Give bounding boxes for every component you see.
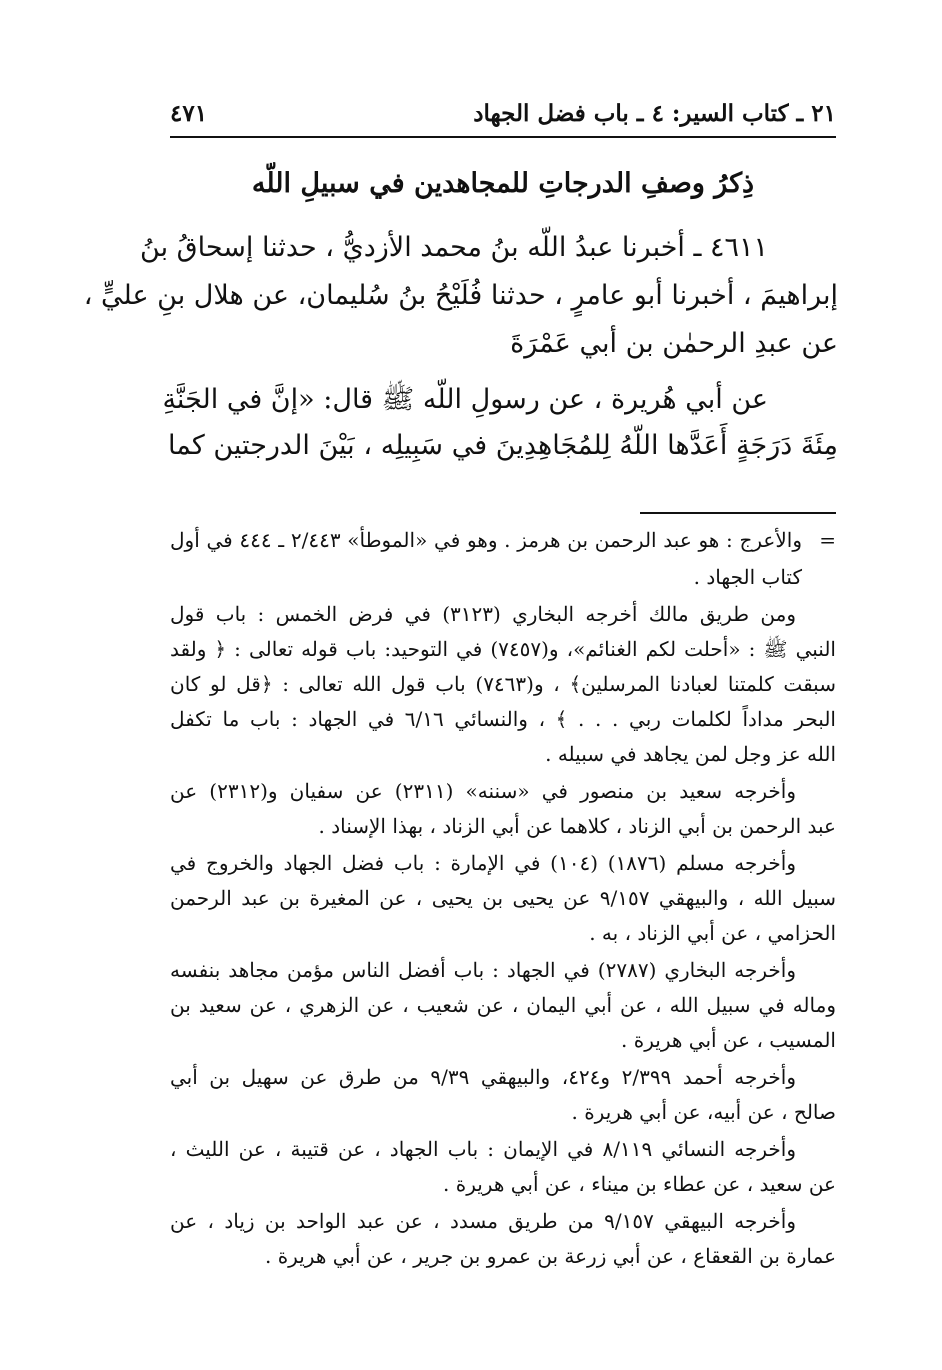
- footnote-line: النبي ﷺ : «أحلت لكم الغنائم»، و(٧٤٥٧) في التوحيد: باب قوله تعالى : ﴿ ولقد: [170, 637, 836, 661]
- footnote-line: كتاب الجهاد .: [693, 565, 802, 589]
- footnote-line: الله عز وجل لمن يجاهد في سبيله .: [545, 742, 836, 766]
- section-title: ذِكرُ وصفِ الدرجاتِ للمجاهدين في سبيلِ اللّه: [251, 168, 755, 199]
- footnote-line: عمارة بن القعقاع ، عن أبي زرعة بن عمرو بن جرير ، عن أبي هريرة .: [264, 1244, 836, 1268]
- footnote-line: المسيب ، عن أبي هريرة .: [621, 1028, 836, 1052]
- hadith-line: عن أبي هُريرة ، عن رسولِ اللّه ﷺ قال: «إنَّ في الجَنَّةِ: [162, 384, 768, 415]
- footnote-line: وأخرجه أحمد ٢/٣٩٩ و٤٢٤، والبيهقي ٩/٣٩ من طرق عن سهيل بن أبي: [170, 1065, 797, 1089]
- hadith-line: مِئَةَ دَرَجَةٍ أَعَدَّها اللّهُ لِلمُجَاهِدِينَ في سَبِيلِه ، بَيْنَ الدرجتين كما: [168, 430, 838, 461]
- chapter-heading: ٢١ ـ كتاب السير: ٤ ـ باب فضل الجهاد: [473, 100, 836, 127]
- footnote-line: وأخرجه البيهقي ٩/١٥٧ من طريق مسدد ، عن عبد الواحد بن زياد ، عن: [170, 1209, 796, 1233]
- footnote-continuation-marker: =: [819, 528, 836, 552]
- footnote-line: ومن طريق مالك أخرجه البخاري (٣١٢٣) في فرض الخمس : باب قول: [170, 602, 796, 626]
- footnote-line: الحزامي ، عن أبي الزناد ، به .: [589, 921, 836, 945]
- hadith-line: ٤٦١١ ـ أخبرنا عبدُ اللّه بنُ محمد الأزديُّ ، حدثنا إسحاقُ بنُ: [140, 232, 768, 263]
- footnote-line: [170, 525, 836, 559]
- page-number: ٤٧١: [170, 100, 208, 127]
- footnote-line: سبيل الله ، والبيهقي ٩/١٥٧ عن يحيى بن يحيى ، عن المغيرة بن عبد الرحمن: [170, 886, 836, 910]
- footnote-line: وأخرجه سعيد بن منصور في «سننه» (٢٣١١) عن سفيان و(٢٣١٢) عن: [170, 779, 797, 803]
- footnote-text: والأعرج : هو عبد الرحمن بن هرمز . وهو في «الموطأ» ٢/٤٤٣ ـ ٤٤٤ في أول: [170, 528, 802, 552]
- footnote-line: وأخرجه النسائي ٨/١١٩ في الإيمان : باب الجهاد ، عن قتيبة ، عن الليث ،: [170, 1137, 796, 1161]
- footnote-line: وماله في سبيل الله ، عن أبي اليمان ، عن شعيب ، عن الزهري ، عن سعيد بن: [170, 993, 836, 1017]
- footnote-line: سبقت كلمتنا لعبادنا المرسلين﴾ ، و(٧٤٦٣) باب قول الله تعالى : ﴿قل لو كان: [170, 672, 836, 696]
- footnote-separator: [640, 512, 836, 514]
- hadith-line: إبراهيمَ ، أخبرنا أبو عامرٍ ، حدثنا فُلَيْحُ بنُ سُليمان، عن هلال بنِ عليٍّ ،: [83, 280, 838, 311]
- footnote-line: صالح ، عن أبيه، عن أبي هريرة .: [571, 1100, 836, 1124]
- footnote-line: وأخرجه البخاري (٢٧٨٧) في الجهاد : باب أفضل الناس مؤمن مجاهد بنفسه: [170, 958, 797, 982]
- footnote-line: عبد الرحمن بن أبي الزناد ، كلاهما عن أبي الزناد ، بهذا الإسناد .: [318, 814, 836, 838]
- footnote-line: وأخرجه مسلم (١٨٧٦) (١٠٤) في الإمارة : باب فضل الجهاد والخروج في: [170, 851, 796, 875]
- running-header: [170, 96, 836, 138]
- hadith-line: عن عبدِ الرحمٰن بن أبي عَمْرَةَ: [510, 328, 838, 359]
- footnote-line: عن سعيد ، عن عطاء بن ميناء ، عن أبي هريرة .: [443, 1172, 836, 1196]
- footnote-line: البحر مداداً لكلمات ربي . . . ﴾ ، والنسائي ٦/١٦ في الجهاد : باب ما تكفل: [170, 707, 836, 731]
